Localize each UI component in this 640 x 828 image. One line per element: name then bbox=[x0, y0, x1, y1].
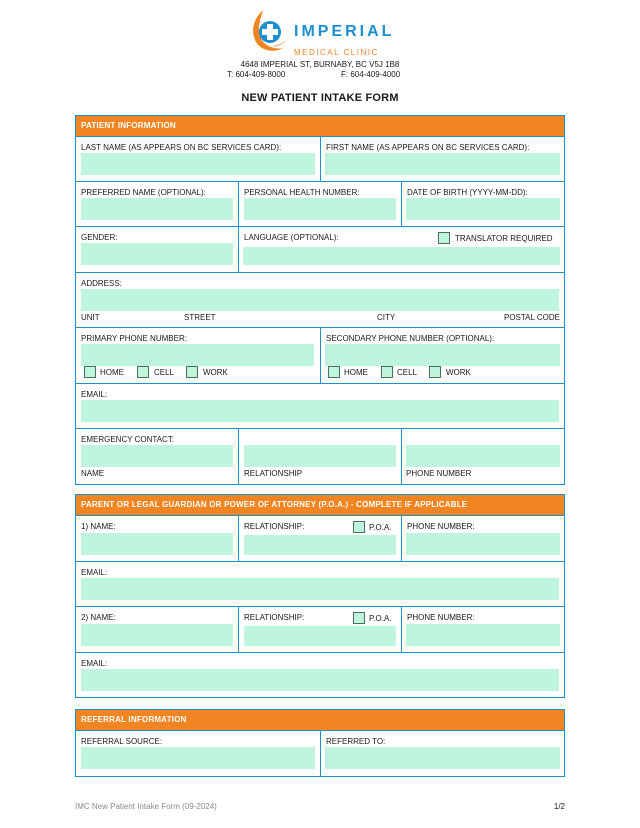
primary-work-checkbox[interactable] bbox=[186, 366, 198, 378]
guardian2-row bbox=[76, 607, 564, 653]
emergency-name-cell bbox=[76, 429, 239, 484]
guardian1-phone-label: PHONE NUMBER: bbox=[407, 522, 475, 531]
guardian2-poa-label: P.O.A. bbox=[369, 614, 392, 623]
address-unit-caption: UNIT bbox=[81, 313, 100, 322]
language-label: LANGUAGE (OPTIONAL): bbox=[244, 233, 339, 242]
guardian2-phone-cell bbox=[402, 607, 564, 652]
guardian2-email-row bbox=[76, 653, 564, 697]
guardian2-relationship-input[interactable] bbox=[244, 626, 396, 646]
clinic-address: 4648 IMPERIAL ST, BURNABY, BC V5J 1B8 bbox=[240, 60, 400, 69]
preferred-name-cell bbox=[76, 182, 239, 226]
secondary-phone-cell bbox=[321, 328, 564, 383]
clinic-fax: F: 604-409-4000 bbox=[341, 70, 401, 79]
primary-home-label: HOME bbox=[100, 368, 124, 377]
guardian2-phone-input[interactable] bbox=[406, 624, 560, 646]
preferred-name-input[interactable] bbox=[81, 198, 233, 220]
guardian1-row bbox=[76, 516, 564, 562]
guardian1-name-label: 1) NAME: bbox=[81, 522, 116, 531]
identity-row bbox=[76, 182, 564, 227]
language-cell bbox=[239, 227, 564, 272]
address-cell bbox=[76, 273, 564, 327]
guardian1-phone-cell bbox=[402, 516, 564, 561]
emergency-relationship-cell bbox=[239, 429, 402, 484]
guardian1-phone-input[interactable] bbox=[406, 533, 560, 555]
address-street-caption: STREET bbox=[184, 313, 216, 322]
secondary-cell-checkbox[interactable] bbox=[381, 366, 393, 378]
guardian1-name-input[interactable] bbox=[81, 533, 233, 555]
guardian1-poa-label: P.O.A. bbox=[369, 523, 392, 532]
primary-cell-label: CELL bbox=[154, 368, 175, 377]
secondary-cell-label: CELL bbox=[397, 368, 418, 377]
secondary-phone-label: SECONDARY PHONE NUMBER (OPTIONAL): bbox=[326, 334, 495, 343]
guardian-header: PARENT OR LEGAL GUARDIAN OR POWER OF ATTORNEY (P.O.A.) - COMPLETE IF APPLICABLE bbox=[76, 495, 564, 516]
emergency-phone-cell bbox=[402, 429, 564, 484]
gender-input[interactable] bbox=[81, 243, 233, 265]
name-row bbox=[76, 137, 564, 182]
form-title: NEW PATIENT INTAKE FORM bbox=[241, 92, 399, 104]
address-input[interactable] bbox=[81, 289, 559, 311]
last-name-label: LAST NAME (AS APPEARS ON BC SERVICES CARD): bbox=[81, 143, 282, 152]
referred-to-label: REFERRED TO: bbox=[326, 737, 386, 746]
guardian-section bbox=[75, 494, 565, 698]
first-name-cell bbox=[321, 137, 564, 181]
email-row bbox=[76, 384, 564, 429]
emergency-phone-input[interactable] bbox=[406, 445, 560, 467]
emergency-name-input[interactable] bbox=[81, 445, 233, 467]
last-name-input[interactable] bbox=[81, 153, 315, 175]
referral-source-input[interactable] bbox=[81, 747, 315, 769]
address-row bbox=[76, 273, 564, 328]
last-name-cell bbox=[76, 137, 321, 181]
emergency-relationship-input[interactable] bbox=[244, 445, 396, 467]
guardian1-email-cell bbox=[76, 562, 564, 606]
gender-label: GENDER: bbox=[81, 233, 118, 242]
guardian1-relationship-label: RELATIONSHIP: bbox=[244, 522, 305, 531]
guardian2-relationship-cell bbox=[239, 607, 402, 652]
address-label: ADDRESS: bbox=[81, 279, 122, 288]
secondary-home-checkbox[interactable] bbox=[328, 366, 340, 378]
referral-header: REFERRAL INFORMATION bbox=[76, 710, 564, 731]
guardian1-email-label: EMAIL: bbox=[81, 568, 108, 577]
guardian2-name-label: 2) NAME: bbox=[81, 613, 116, 622]
phn-input[interactable] bbox=[244, 198, 396, 220]
email-label: EMAIL: bbox=[81, 390, 108, 399]
guardian2-email-cell bbox=[76, 653, 564, 697]
guardian1-name-cell bbox=[76, 516, 239, 561]
primary-cell-checkbox[interactable] bbox=[137, 366, 149, 378]
clinic-logo bbox=[249, 8, 409, 56]
emergency-relationship-caption: RELATIONSHIP bbox=[244, 469, 303, 478]
translator-required-label: TRANSLATOR REQUIRED bbox=[455, 234, 553, 243]
dob-input[interactable] bbox=[406, 198, 560, 220]
clinic-name: IMPERIAL bbox=[294, 23, 395, 40]
email-input[interactable] bbox=[81, 400, 559, 422]
emergency-contact-row bbox=[76, 429, 564, 484]
dob-label: DATE OF BIRTH (YYYY-MM-DD): bbox=[407, 188, 528, 197]
medical-cross-flame-icon bbox=[249, 8, 291, 56]
primary-phone-cell bbox=[76, 328, 321, 383]
guardian2-name-input[interactable] bbox=[81, 624, 233, 646]
patient-information-section bbox=[75, 115, 565, 485]
guardian2-poa-checkbox[interactable] bbox=[353, 612, 365, 624]
referral-source-cell bbox=[76, 731, 321, 776]
primary-work-label: WORK bbox=[203, 368, 228, 377]
primary-phone-input[interactable] bbox=[81, 344, 314, 366]
guardian2-name-cell bbox=[76, 607, 239, 652]
guardian1-email-row bbox=[76, 562, 564, 607]
first-name-label: FIRST NAME (AS APPEARS ON BC SERVICES CARD): bbox=[326, 143, 530, 152]
secondary-work-checkbox[interactable] bbox=[429, 366, 441, 378]
secondary-home-label: HOME bbox=[344, 368, 368, 377]
referral-source-label: REFERRAL SOURCE: bbox=[81, 737, 163, 746]
guardian1-relationship-input[interactable] bbox=[244, 535, 396, 555]
form-footer-id: IMC New Patient Intake Form (09-2024) bbox=[75, 802, 217, 811]
preferred-name-label: PREFERRED NAME (OPTIONAL): bbox=[81, 188, 206, 197]
gender-cell bbox=[76, 227, 239, 272]
referred-to-input[interactable] bbox=[325, 747, 560, 769]
primary-home-checkbox[interactable] bbox=[84, 366, 96, 378]
emergency-name-caption: NAME bbox=[81, 469, 105, 478]
guardian2-email-label: EMAIL: bbox=[81, 659, 108, 668]
referral-section bbox=[75, 709, 565, 777]
language-input[interactable] bbox=[243, 247, 560, 265]
phn-label: PERSONAL HEALTH NUMBER: bbox=[244, 188, 360, 197]
secondary-phone-input[interactable] bbox=[325, 344, 560, 366]
clinic-subtitle: MEDICAL CLINIC bbox=[294, 48, 379, 57]
guardian1-poa-checkbox[interactable] bbox=[353, 521, 365, 533]
emergency-phone-caption: PHONE NUMBER bbox=[406, 469, 472, 478]
secondary-work-label: WORK bbox=[446, 368, 471, 377]
email-cell bbox=[76, 384, 564, 428]
guardian2-relationship-label: RELATIONSHIP: bbox=[244, 613, 305, 622]
guardian2-email-input[interactable] bbox=[81, 669, 559, 691]
emergency-contact-label: EMERGENCY CONTACT: bbox=[81, 435, 175, 444]
dob-cell bbox=[402, 182, 564, 226]
referral-row bbox=[76, 731, 564, 776]
guardian1-relationship-cell bbox=[239, 516, 402, 561]
clinic-phone: T: 604-409-8000 bbox=[227, 70, 286, 79]
guardian1-email-input[interactable] bbox=[81, 578, 559, 600]
gender-language-row bbox=[76, 227, 564, 273]
guardian2-phone-label: PHONE NUMBER: bbox=[407, 613, 475, 622]
phn-cell bbox=[239, 182, 402, 226]
page-number: 1/2 bbox=[553, 802, 565, 811]
translator-required-checkbox[interactable] bbox=[438, 232, 450, 244]
primary-phone-label: PRIMARY PHONE NUMBER: bbox=[81, 334, 187, 343]
address-postal-caption: POSTAL CODE bbox=[503, 313, 560, 322]
address-city-caption: CITY bbox=[377, 313, 396, 322]
referred-to-cell bbox=[321, 731, 564, 776]
patient-information-header: PATIENT INFORMATION bbox=[76, 116, 564, 137]
phone-row bbox=[76, 328, 564, 384]
first-name-input[interactable] bbox=[325, 153, 560, 175]
